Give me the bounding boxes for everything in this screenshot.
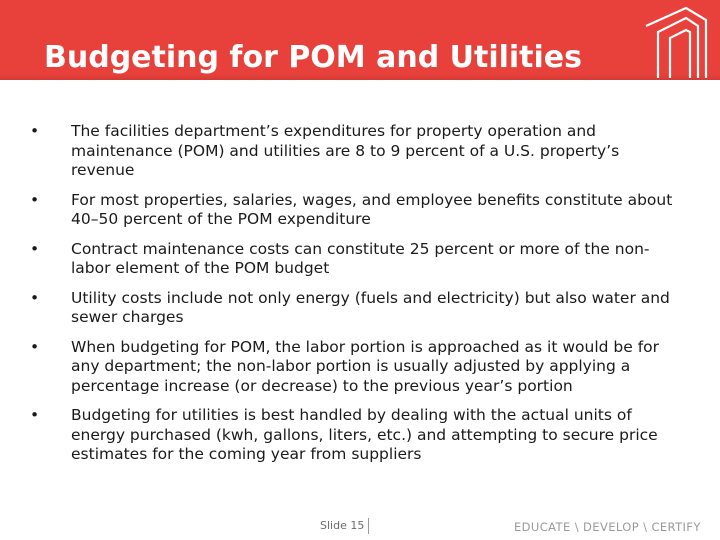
bullet-marker: • [30, 190, 40, 209]
footer-divider [368, 518, 369, 534]
bullet-item [30, 338, 680, 397]
bullet-text: Budgeting for utilities is best handled by dealing with the actual units of energy purchased (kwh, gallons, liters, etc.) and attempting to secure price estimates for the coming year from suppliers [71, 406, 658, 463]
bullet-marker: • [30, 288, 40, 307]
bullet-item [30, 191, 680, 230]
bullet-item [30, 406, 680, 465]
bullet-marker: • [30, 239, 40, 258]
slide-number: Slide 15 [320, 519, 365, 532]
building-logo-icon [640, 2, 712, 78]
slide-title: Budgeting for POM and Utilities [44, 40, 583, 75]
bullet-item [30, 122, 680, 181]
bullet-item [30, 240, 680, 279]
bullet-text: For most properties, salaries, wages, and employee benefits constitute about 40–50 percent of the POM expenditure [71, 190, 673, 228]
bullet-item [30, 289, 680, 328]
bullet-marker: • [30, 122, 40, 140]
bullet-marker: • [30, 337, 40, 356]
bullet-text: Contract maintenance costs can constitute 25 percent or more of the non-labor element of the POM budget [71, 239, 650, 277]
footer-tagline: EDUCATE \ DEVELOP \ CERTIFY [514, 520, 701, 534]
bullet-text: When budgeting for POM, the labor portion is approached as it would be for any department; the non-labor portion is usually adjusted by applying a percentage increase (or decrease) to the previous year’s portion [71, 337, 660, 395]
bullet-text: Utility costs include not only energy (fuels and electricity) but also water and sewer charges [71, 288, 670, 326]
bullet-text: The facilities department’s expenditures for property operation and maintenance (POM) and utilities are 8 to 9 percent of a U.S. property’s revenue [71, 122, 620, 179]
bullet-marker: • [30, 406, 40, 424]
bullet-list [30, 122, 680, 475]
